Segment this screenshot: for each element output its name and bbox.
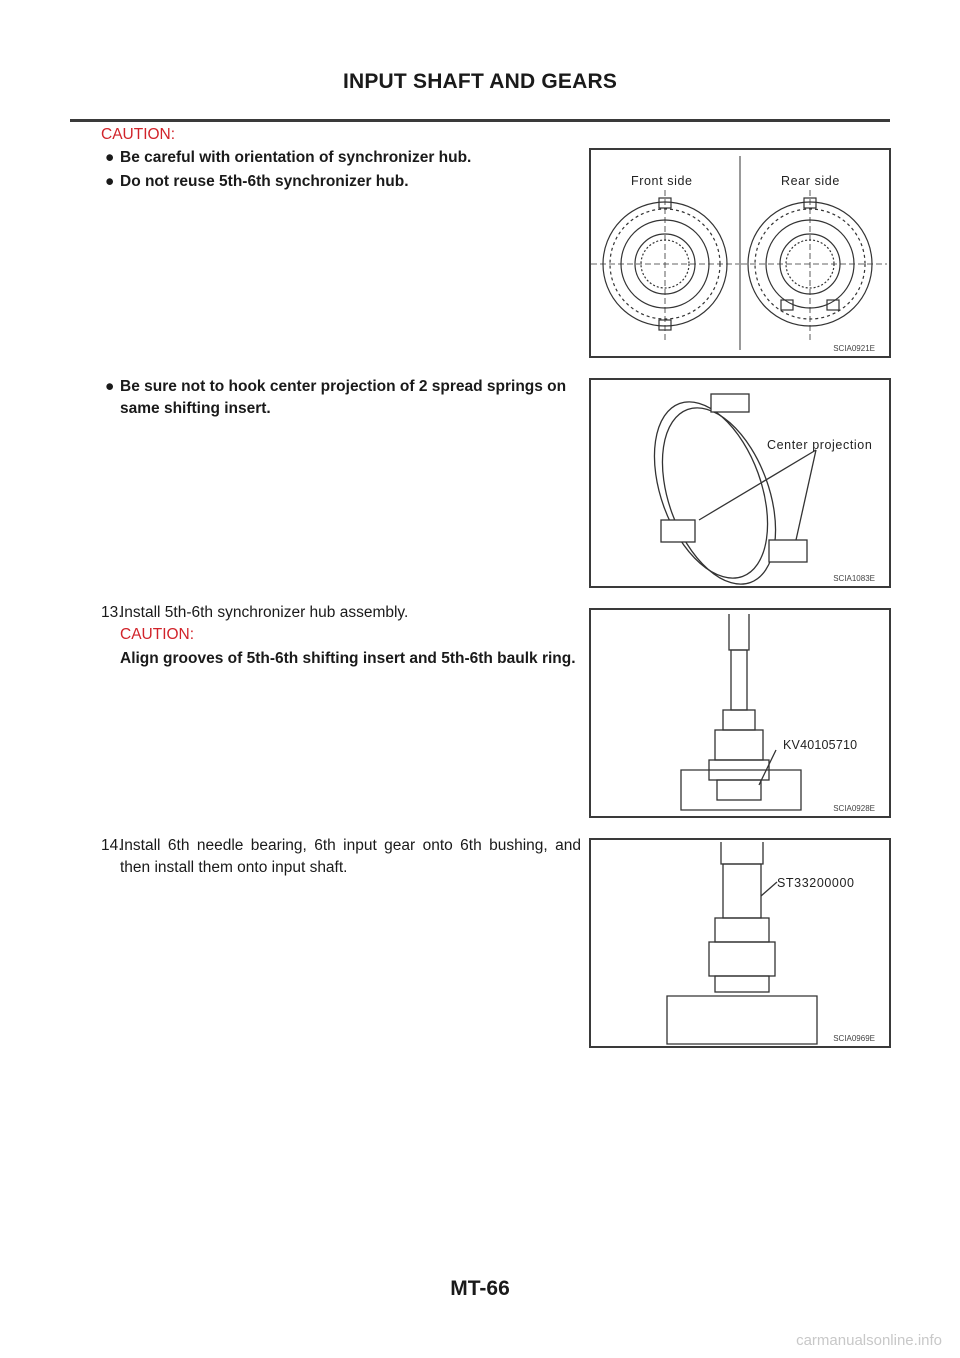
header-rule <box>70 119 890 122</box>
page-number: MT-66 <box>450 1277 510 1300</box>
bullet-text: Be careful with orientation of synchronizer hub. <box>120 149 472 166</box>
press-tool-illustration <box>591 610 889 816</box>
figure-label: Front side <box>631 174 693 188</box>
bullet-item <box>105 147 580 169</box>
caution-text: Align grooves of 5th-6th shifting insert and 5th-6th baulk ring. <box>120 650 576 667</box>
figure-synchronizer-hub <box>589 148 891 358</box>
figure-label: KV40105710 <box>783 738 858 752</box>
step-number: 14. <box>101 837 123 854</box>
press-tool-illustration <box>591 840 889 1046</box>
figure-code: SCIA0921E <box>833 344 875 353</box>
figure-label: Rear side <box>781 174 840 188</box>
bullet-item <box>105 376 580 420</box>
page-title: INPUT SHAFT AND GEARS <box>342 70 618 93</box>
bullet-dot: ● <box>105 149 115 166</box>
figure-press-kv40105710 <box>589 608 891 818</box>
bullet-dot: ● <box>105 173 115 190</box>
figure-code: SCIA0928E <box>833 804 875 813</box>
figure-spread-springs <box>589 378 891 588</box>
step-text: Install 6th needle bearing, 6th input gear onto 6th bushing, and then install them onto input shaft. <box>120 837 581 876</box>
caution-label: CAUTION: <box>101 126 176 143</box>
figure-code: SCIA1083E <box>833 574 875 583</box>
bullet-text: Be sure not to hook center projection of 2 spread springs on same shifting insert. <box>120 378 567 417</box>
bullet-item <box>105 171 580 193</box>
watermark: carmanualsonline.info <box>796 1332 942 1349</box>
step-number: 13. <box>101 604 123 621</box>
figure-label: Center projection <box>767 438 873 452</box>
caution-label: CAUTION: <box>120 626 195 643</box>
step-14 <box>101 835 581 879</box>
figure-label: ST33200000 <box>777 876 855 890</box>
step-13 <box>101 602 581 624</box>
figure-press-st33200000 <box>589 838 891 1048</box>
figure-code: SCIA0969E <box>833 1034 875 1043</box>
step-text: Install 5th-6th synchronizer hub assembly. <box>120 604 409 621</box>
bullet-dot: ● <box>105 378 115 395</box>
spread-springs-illustration <box>591 380 889 586</box>
bullet-text: Do not reuse 5th-6th synchronizer hub. <box>120 173 409 190</box>
